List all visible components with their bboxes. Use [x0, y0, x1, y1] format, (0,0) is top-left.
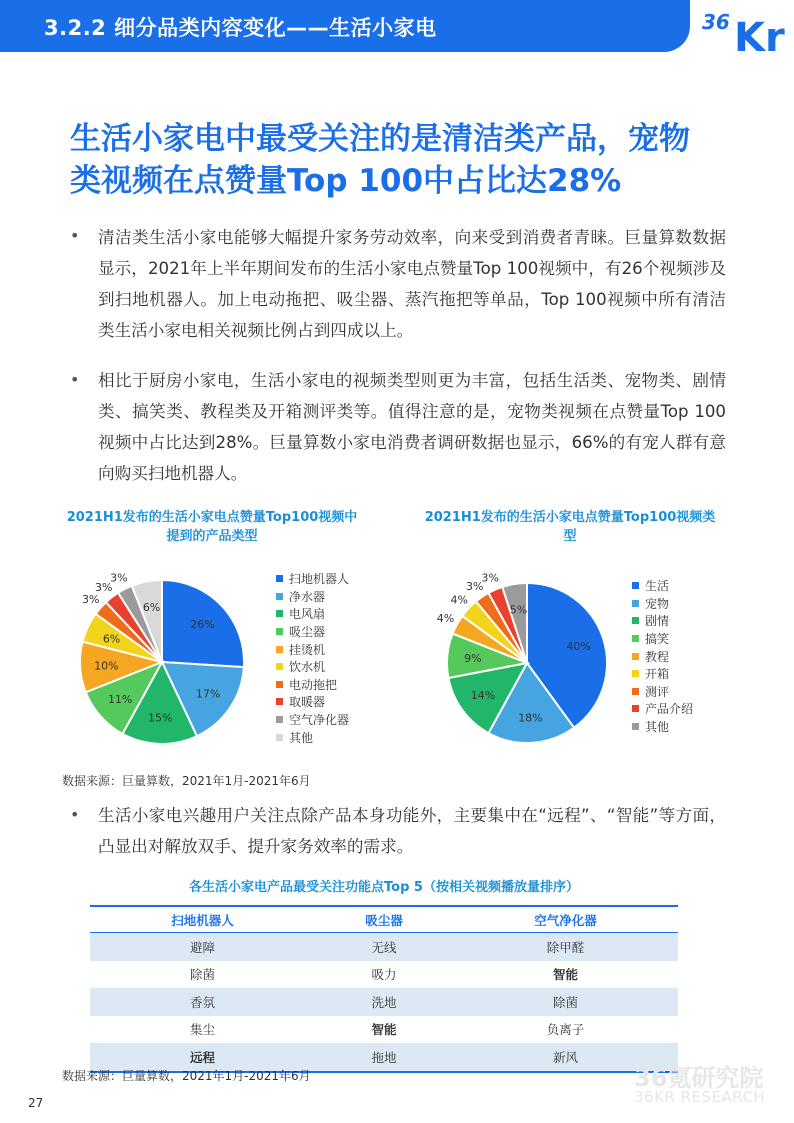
legend-label: 产品介绍 [645, 702, 694, 717]
legend-swatch [632, 635, 639, 642]
pie-slice-label: 18% [518, 711, 543, 725]
table-cell: 智能 [552, 967, 578, 983]
table-cell: 远程 [90, 1043, 315, 1072]
table-cell: 吸力 [371, 967, 397, 983]
legend-label: 空气净化器 [289, 713, 350, 728]
table-row [90, 961, 678, 989]
pie-slice-label: 15% [148, 711, 173, 725]
legend-entry [276, 728, 349, 746]
chart-2-title: 2021H1发布的生活小家电点赞量Top100视频类型 [424, 510, 716, 544]
watermark-title: 36氪研究院 [634, 1064, 764, 1092]
legend-label: 电风扇 [289, 607, 326, 622]
table-row [90, 988, 678, 1016]
legend-swatch [276, 663, 283, 670]
pie-slice-label: 14% [470, 688, 496, 702]
legend-label: 吸尘器 [289, 625, 326, 640]
legend-label: 其他 [289, 730, 314, 745]
legend-label: 搞笑 [645, 632, 670, 647]
legend-entry [276, 623, 349, 641]
table-cell: 负离子 [546, 1022, 585, 1038]
legend-label: 教程 [645, 649, 670, 664]
pie-slice-label: 17% [195, 687, 221, 701]
feature-table [90, 905, 678, 1073]
headline-line-1: 生活小家电中最受关注的是清洁类产品，宠物 [70, 121, 690, 157]
pie-slice-label: 40% [566, 640, 591, 654]
pie-slice-label: 10% [94, 659, 119, 673]
legend-entry [632, 630, 693, 648]
chart-1-title: 2021H1发布的生活小家电点赞量Top100视频中提到的产品类型 [66, 510, 358, 544]
legend-label: 开箱 [645, 667, 670, 682]
table-cell: 除菌 [453, 988, 678, 1016]
legend-label: 剧情 [645, 614, 670, 629]
legend-swatch [276, 575, 283, 582]
legend-swatch [276, 716, 283, 723]
section-title: 3.2.2 细分品类内容变化——生活小家电 [44, 16, 437, 40]
table-cell: 拖地 [315, 1043, 453, 1072]
pie-slice-label: 11% [107, 692, 133, 706]
legend-swatch [632, 705, 639, 712]
pie-slice-label: 4% [436, 612, 455, 626]
legend-swatch [276, 681, 283, 688]
table-cell: 除甲醛 [453, 933, 678, 961]
legend-label: 取暖器 [289, 695, 326, 710]
column-header: 吸尘器 [315, 906, 453, 933]
legend-swatch [276, 698, 283, 705]
bullet-paragraph-3: 生活小家电兴趣用户关注点除产品本身功能外，主要集中在“远程”、“智能”等方面，凸显出对解放双手、提升家务效率的需求。 [98, 806, 726, 856]
legend-entry [276, 588, 349, 606]
bullet-paragraph-1: 清洁类生活小家电能够大幅提升家务劳动效率，向来受到消费者青睐。巨量算数数据显示，2021年上半年期间发布的生活小家电点赞量Top 100视频中，有26个视频涉及到扫地机器人。加上电动拖把、吸尘器、蒸汽拖把等单品，Top 100视频中所有清洁类生活小家电相关视频比例占到四成以上。 [98, 228, 726, 340]
legend-entry [632, 718, 693, 736]
table-cell: 新风 [453, 1043, 678, 1072]
data-source-note: 数据来源：巨量算数，2021年1月-2021年6月 [62, 774, 311, 788]
bullet-marker: • [70, 226, 80, 245]
legend-entry [276, 570, 349, 588]
pie-slice-label: 9% [464, 651, 482, 665]
legend-swatch [276, 646, 283, 653]
pie-slice-label: 6% [142, 601, 161, 615]
legend-entry [276, 676, 349, 694]
table-header-row [90, 906, 678, 933]
pie-slice-label: 3% [110, 571, 128, 585]
legend-entry [632, 612, 693, 630]
legend-label: 生活 [645, 579, 670, 594]
column-header: 空气净化器 [453, 906, 678, 933]
legend-swatch [276, 734, 283, 741]
legend-swatch [632, 688, 639, 695]
legend-label: 测评 [645, 684, 670, 699]
logo [700, 2, 794, 52]
table-title: 各生活小家电产品最受关注功能点Top 5（按相关视频播放量排序） [189, 880, 579, 895]
table-cell: 香氛 [90, 988, 315, 1016]
legend-swatch [632, 600, 639, 607]
chart-2-legend [632, 577, 693, 735]
headline [70, 118, 730, 202]
table-cell: 集尘 [190, 1022, 216, 1038]
legend-swatch [276, 628, 283, 635]
pie-slice-label: 3% [481, 571, 499, 585]
legend-entry [276, 693, 349, 711]
legend-entry [276, 605, 349, 623]
pie-slice-label: 3% [95, 580, 113, 594]
bullet-marker: • [70, 370, 80, 389]
legend-entry [276, 658, 349, 676]
legend-label: 其他 [645, 720, 670, 735]
headline-line-2: 类视频在点赞量Top 100中占比达28% [70, 163, 622, 199]
pie-slice-label: 5% [509, 603, 528, 617]
legend-label: 宠物 [645, 596, 670, 611]
data-source-note: 数据来源：巨量算数，2021年1月-2021年6月 [62, 1069, 311, 1083]
legend-label: 电动拖把 [289, 677, 338, 692]
chart-1-legend [276, 570, 349, 746]
legend-entry [632, 665, 693, 683]
svg-text:36: 36 [702, 10, 730, 34]
legend-entry [632, 595, 693, 613]
pie-chart-video-types [400, 560, 640, 760]
pie-slice-label: 6% [102, 632, 121, 646]
legend-entry [632, 577, 693, 595]
legend-swatch [632, 670, 639, 677]
watermark-subtitle: 36KR RESEARCH [634, 1088, 766, 1106]
pie-chart-product-types [40, 560, 280, 760]
column-header: 扫地机器人 [90, 906, 315, 933]
pie-slice-label: 3% [465, 580, 484, 594]
legend-entry [632, 683, 693, 701]
legend-swatch [632, 723, 639, 730]
legend-swatch [276, 610, 283, 617]
pie-slice-label: 4% [450, 593, 468, 607]
legend-swatch [632, 653, 639, 660]
svg-text:Kr: Kr [734, 15, 785, 52]
legend-entry [632, 647, 693, 665]
legend-label: 挂烫机 [289, 642, 326, 657]
table-cell: 避障 [90, 933, 315, 961]
page-number: 27 [28, 1096, 44, 1110]
legend-entry [276, 640, 349, 658]
pie-slice-label: 26% [190, 617, 215, 631]
table-cell: 无线 [315, 933, 453, 961]
table-row [90, 933, 678, 961]
table-cell: 智能 [371, 1022, 397, 1038]
legend-swatch [632, 617, 639, 624]
legend-swatch [632, 582, 639, 589]
table-cell: 洗地 [315, 988, 453, 1016]
legend-label: 净水器 [289, 589, 326, 604]
legend-entry [632, 700, 693, 718]
bullet-marker: • [70, 805, 80, 824]
pie-slice-label: 3% [82, 593, 100, 607]
legend-swatch [276, 593, 283, 600]
table-row [90, 1016, 678, 1044]
legend-label: 扫地机器人 [289, 572, 350, 587]
legend-label: 饮水机 [289, 660, 326, 675]
legend-entry [276, 711, 349, 729]
table-cell: 除菌 [190, 967, 216, 983]
bullet-paragraph-2: 相比于厨房小家电，生活小家电的视频类型则更为丰富，包括生活类、宠物类、剧情类、搞笑类、教程类及开箱测评类等。值得注意的是，宠物类视频在点赞量Top 100视频中占比达到28%。巨量算数小家电消费者调研数据也显示，66%的有宠人群有意向购买扫地机器人。 [98, 371, 726, 483]
